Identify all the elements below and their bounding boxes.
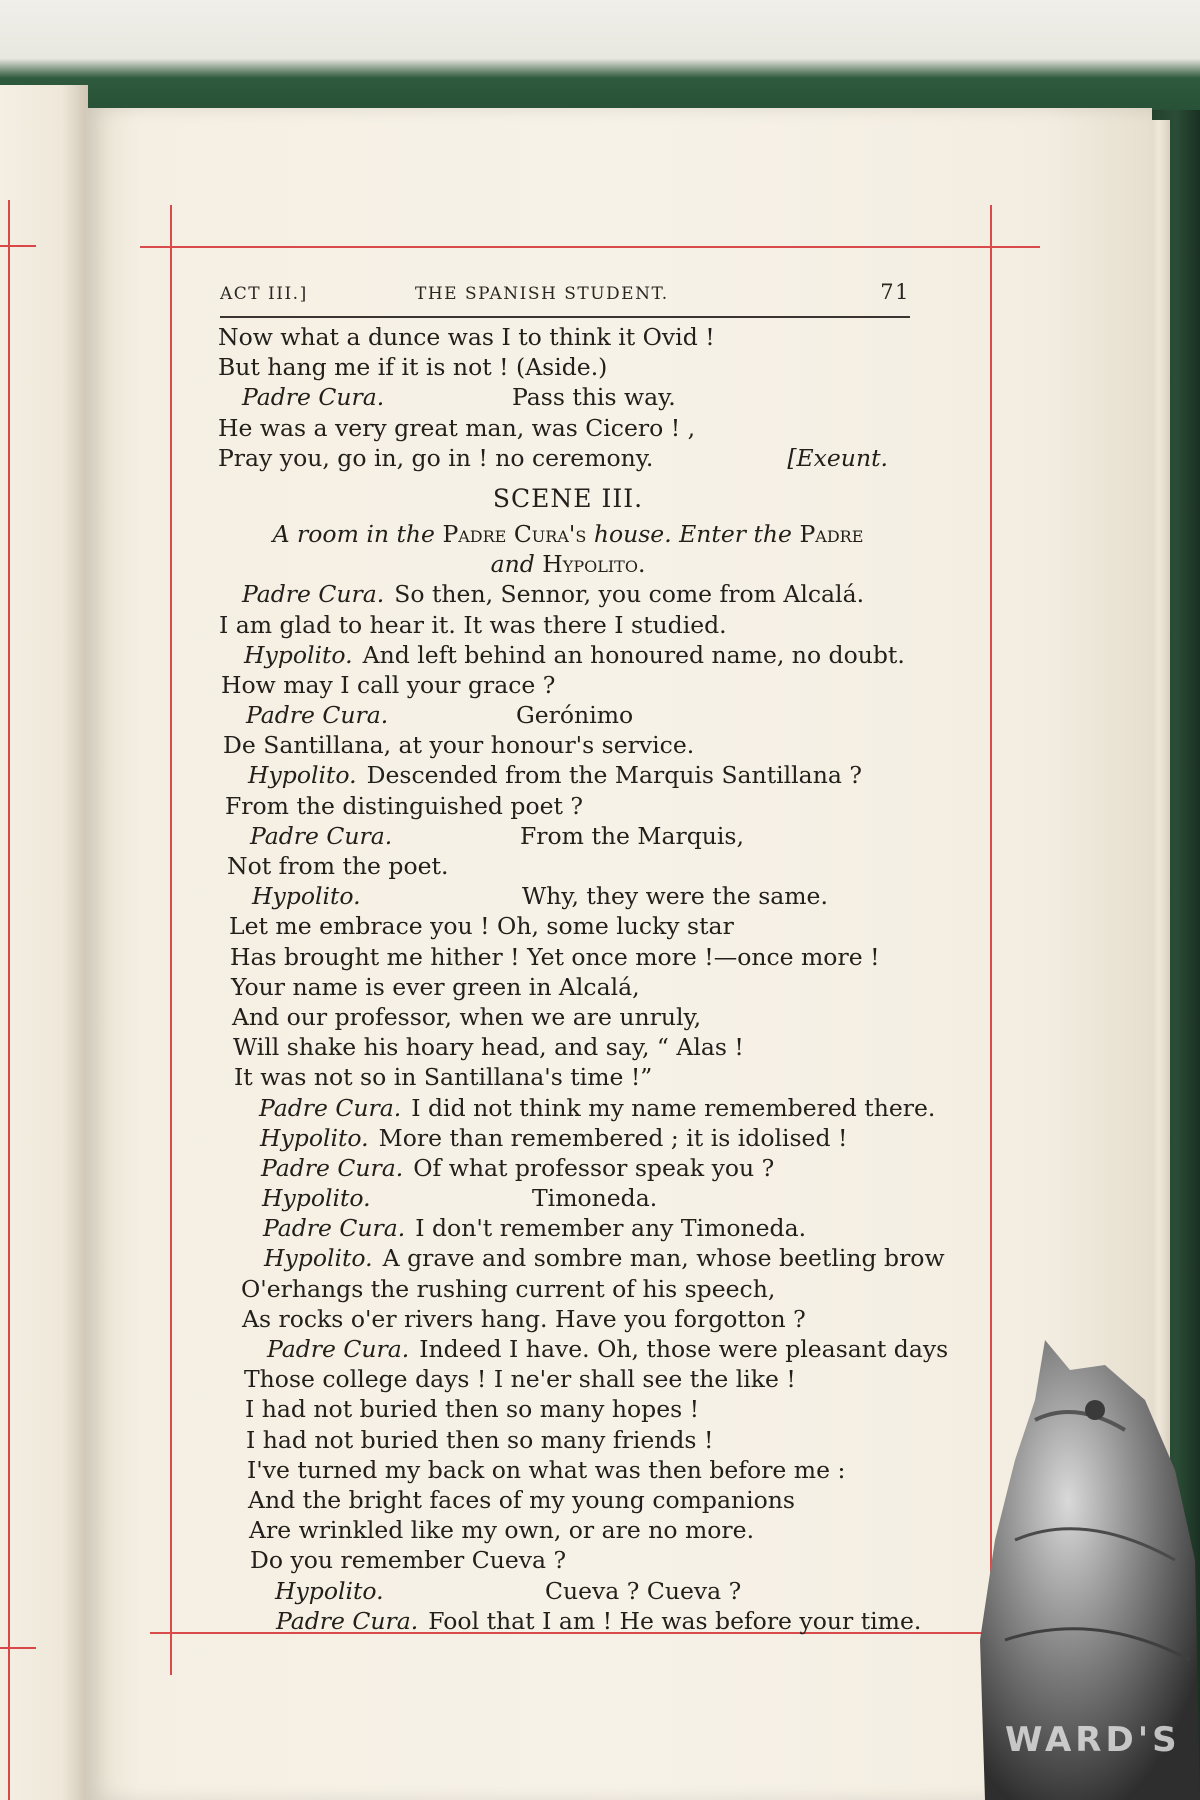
text-line: He was a very great man, was Cicero ! ,: [218, 413, 696, 442]
dialogue-line: [231, 972, 931, 1002]
speech-text: I had not buried then so many hopes !: [245, 1395, 700, 1424]
dialogue-line: [248, 1485, 948, 1515]
speech-text: How may I call your grace ?: [221, 670, 556, 699]
speech-text: Pray you, go in, go in ! no ceremony.: [218, 443, 654, 472]
page-number: 71: [880, 280, 910, 304]
dialogue-line: [247, 1455, 947, 1485]
dialogue-line: [230, 942, 930, 972]
dialogue: [218, 579, 949, 1636]
dialogue-line: [240, 1243, 945, 1273]
dialogue-line: [245, 1394, 945, 1424]
speech-text: Pass this way.: [512, 383, 676, 412]
dialogue-line: [233, 1032, 933, 1062]
dialogue-line: [229, 911, 929, 941]
speech-text: Not from the poet.: [227, 852, 449, 880]
speech-text: And the bright faces of my young companions: [248, 1485, 795, 1514]
text-line: [218, 443, 918, 473]
speech-text: As rocks o'er rivers hang. Have you forgotton ?: [242, 1304, 806, 1333]
dialogue-line: [221, 670, 921, 700]
speech-text: More than remembered ; it is idolised !: [378, 1123, 848, 1152]
speaker-name: Padre Cura.: [246, 701, 389, 730]
speech-text: Your name is ever green in Alcalá,: [231, 972, 640, 1001]
dialogue-line: [227, 851, 927, 881]
speaker-name: Padre Cura.: [250, 821, 393, 850]
dialogue-line: [246, 1425, 946, 1455]
stage-text: house. Enter the: [593, 519, 792, 548]
stage-name: Hypolito.: [542, 550, 646, 579]
stage-direction: [218, 519, 918, 549]
speaker-name: Padre Cura.: [276, 1606, 419, 1635]
speech-text: From the Marquis,: [520, 821, 744, 850]
dialogue-line: [220, 640, 920, 670]
watermark-text: WARD'S: [1005, 1720, 1181, 1760]
speech-text: Timoneda.: [532, 1184, 658, 1213]
speech-text: O'erhangs the rushing current of his speech,: [241, 1274, 776, 1303]
speech-text: Let me embrace you ! Oh, some lucky star: [229, 912, 734, 941]
red-rule-left: [170, 205, 172, 1675]
speaker-name: Hypolito.: [260, 1123, 369, 1152]
speech-text: Will shake his hoary head, and say, “ Alas !: [233, 1033, 744, 1062]
scene-title: SCENE III.: [492, 483, 644, 513]
left-page-red-rule: [8, 200, 10, 1800]
dialogue-line: [244, 1364, 944, 1394]
dialogue-line: [250, 1545, 950, 1575]
speech-text: Why, they were the same.: [522, 882, 828, 911]
speech-text: I did not think my name remembered there.: [411, 1093, 936, 1122]
dialogue-line: [222, 700, 922, 730]
stage-name: Padre Cura's: [442, 519, 587, 548]
left-page-red-rule-top: [0, 245, 36, 247]
running-head: [220, 280, 910, 310]
speech-text: Has brought me hither ! Yet once more !—once more !: [230, 942, 880, 971]
speech-text: Do you remember Cueva ?: [250, 1546, 567, 1575]
dialogue-line: [252, 1606, 952, 1636]
dialogue-line: [232, 1002, 932, 1032]
dialogue-line: [242, 1304, 942, 1334]
speech-text: I've turned my back on what was then before me :: [247, 1455, 846, 1484]
dialogue-line: [236, 1123, 936, 1153]
speech-text: Those college days ! I ne'er shall see the like !: [244, 1365, 796, 1394]
stage-text: and: [490, 550, 535, 579]
exeunt-direction: [Exeunt.: [787, 443, 888, 472]
dialogue-line: [234, 1062, 934, 1092]
stage-name: Padre: [799, 519, 864, 548]
speaker-name: Padre Cura.: [261, 1153, 404, 1182]
speech-text: So then, Sennor, you come from Alcalá.: [394, 580, 865, 609]
dialogue-line: [239, 1213, 939, 1243]
stage-direction: [218, 549, 918, 579]
speech-text: A grave and sombre man, whose beetling brow: [382, 1244, 945, 1273]
dialogue-line: [218, 579, 918, 609]
speaker-name: Hypolito.: [262, 1184, 371, 1213]
speech-text: And our professor, when we are unruly,: [232, 1002, 702, 1031]
text-line: But hang me if it is not ! (Aside.): [218, 353, 608, 382]
left-page-red-rule-bottom: [0, 1647, 36, 1649]
act-label: ACT III.]: [220, 284, 308, 304]
speaker-name: Hypolito.: [264, 1244, 373, 1273]
dialogue-line: [238, 1183, 938, 1213]
dialogue-line: [235, 1093, 935, 1123]
speech-text: It was not so in Santillana's time !”: [234, 1063, 653, 1092]
speech-text: Of what professor speak you ?: [413, 1153, 775, 1182]
speaker-name: Padre Cura.: [259, 1093, 402, 1122]
dialogue-line: [219, 610, 919, 640]
dialogue-line: [237, 1153, 937, 1183]
dialogue-line: [249, 1515, 949, 1545]
speech-line: [218, 382, 918, 412]
header-rule: [220, 316, 910, 318]
book-title-header: THE SPANISH STUDENT.: [415, 284, 669, 304]
text-line: Now what a dunce was I to think it Ovid !: [218, 323, 715, 351]
speaker-name: Hypolito.: [275, 1576, 384, 1605]
left-page: [0, 85, 88, 1800]
speech-text: From the distinguished poet ?: [225, 791, 584, 820]
speaker-name: Hypolito.: [252, 882, 361, 911]
speech-text: I had not buried then so many friends !: [246, 1425, 714, 1454]
speaker-name: Padre Cura.: [242, 580, 385, 609]
dialogue-line: [241, 1274, 941, 1304]
speaker-name: Padre Cura.: [267, 1335, 410, 1363]
dialogue-line: [251, 1576, 951, 1606]
dialogue-line: [228, 881, 928, 911]
dialogue-line: [225, 791, 925, 821]
speaker-name: Hypolito.: [244, 640, 353, 669]
red-rule-top: [140, 246, 1040, 248]
speech-text: Cueva ? Cueva ?: [545, 1576, 742, 1605]
speech-text: I am glad to hear it. It was there I studied.: [219, 610, 727, 639]
speech-text: I don't remember any Timoneda.: [415, 1214, 807, 1243]
dialogue-line: [243, 1334, 949, 1364]
speech-text: Fool that I am ! He was before your time.: [428, 1606, 922, 1635]
speech-text: Are wrinkled like my own, or are no more.: [249, 1516, 755, 1545]
dialogue-line: [223, 730, 923, 760]
page-text: [218, 322, 949, 1636]
speech-text: And left behind an honoured name, no doubt.: [362, 640, 905, 669]
speaker-name: Hypolito.: [248, 761, 357, 790]
speech-text: Descended from the Marquis Santillana ?: [366, 761, 862, 790]
speech-text: Gerónimo: [516, 701, 634, 730]
dialogue-line: [226, 821, 926, 851]
speech-text: De Santillana, at your honour's service.: [223, 731, 695, 760]
dialogue-line: [224, 760, 924, 790]
stage-text: A room in the: [272, 519, 435, 548]
speaker-name: Padre Cura.: [263, 1214, 406, 1243]
speaker-name: Padre Cura.: [242, 383, 385, 412]
speech-text: Indeed I have. Oh, those were pleasant days: [419, 1335, 949, 1363]
